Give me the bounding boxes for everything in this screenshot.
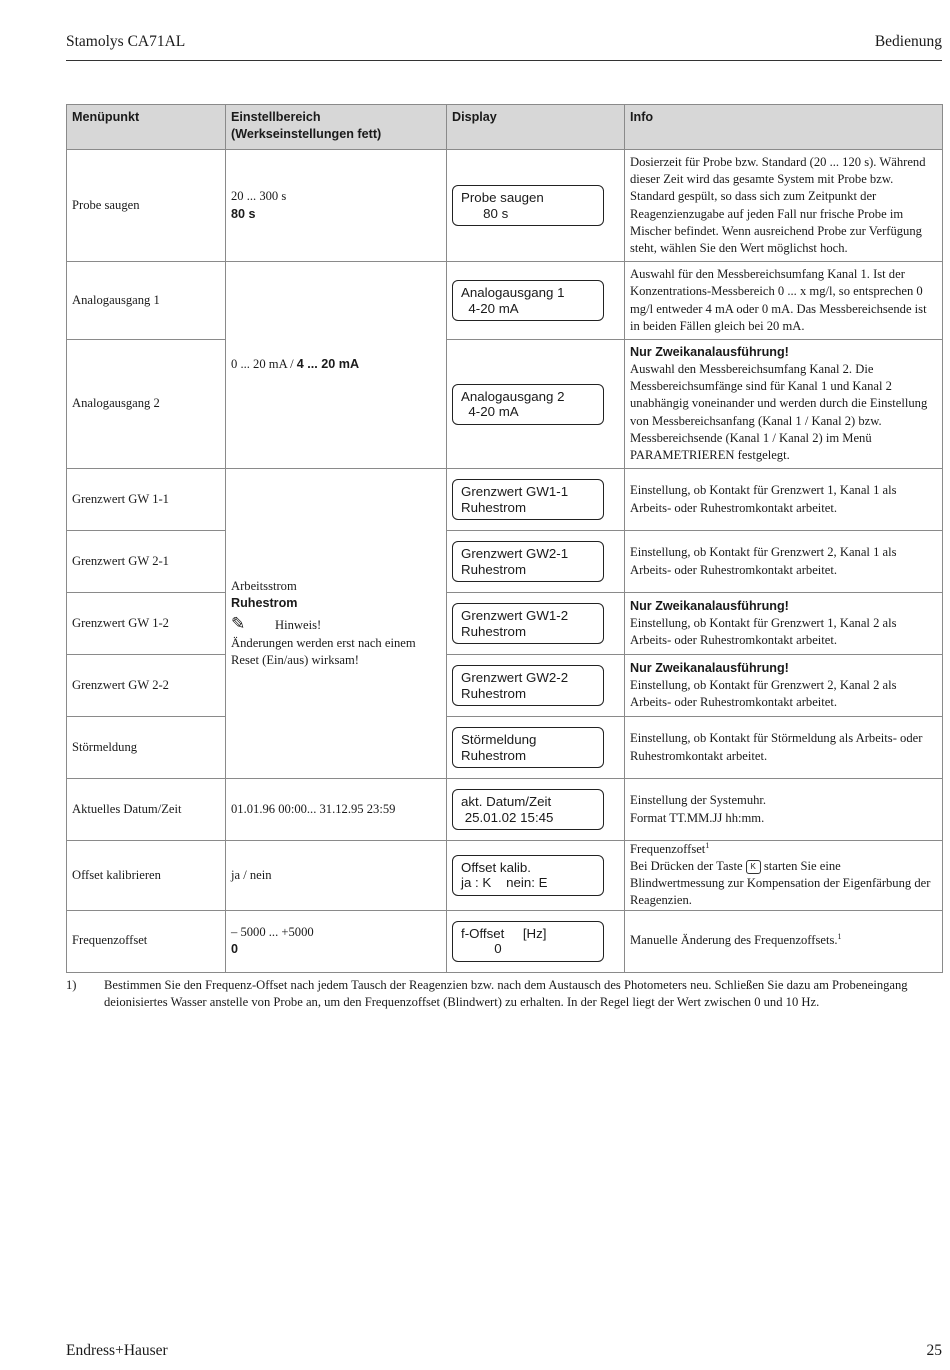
info-cell: Nur Zweikanalausführung! Einstellung, ob Kontakt für Grenzwert 1, Kanal 2 als Arbeits- oder Ruhestromkontakt arbeitet. [625,593,943,655]
footnote-text: Bestimmen Sie den Frequenz-Offset nach jedem Tausch der Reagenzien bzw. nach dem Austausch des Photometers neu. Schließen Sie dazu am Probeneingang deionisiertes Wasser anstelle von Probe an, um den Frequenzoffset (Blindwert) zu erhalten. In der Regel liegt der Wert zwischen 0 und 10 Hz. [104,978,908,1010]
menu-cell: Aktuelles Datum/Zeit [67,779,226,841]
table-row [67,779,943,841]
col-header-display: Display [447,105,625,150]
table-row [67,340,943,469]
default-value: Ruhestrom [231,595,298,610]
display-cell [447,779,625,841]
table-row [67,150,943,262]
lcd-display: Grenzwert GW2-2 Ruhestrom [452,665,604,706]
table-row [67,841,943,911]
table-row [67,717,943,779]
header-section: Bedienung [874,33,942,50]
menu-cell: Grenzwert GW 1-2 [67,593,226,655]
display-cell [447,655,625,717]
range-cell: ja / nein [226,841,447,911]
default-value: 80 s [231,206,256,221]
lcd-display: Offset kalib. ja : K nein: E [452,855,604,896]
info-warning: Nur Zweikanalausführung! [630,598,789,613]
display-cell [447,340,625,469]
footnote-number: 1) [66,978,77,992]
info-cell: Manuelle Änderung des Frequenzoffsets.$^1$ [625,910,943,972]
info-cell: Nur Zweikanalausführung! Einstellung, ob Kontakt für Grenzwert 2, Kanal 2 als Arbeits- oder Ruhestromkontakt arbeitet. [625,655,943,717]
lcd-display: Grenzwert GW1-1 Ruhestrom [452,479,604,520]
range-cell: 01.01.96 00:00... 31.12.95 23:59 [226,779,447,841]
display-cell [447,262,625,340]
table-row [67,531,943,593]
menu-cell: Probe saugen [67,150,226,262]
page-number: 25 [926,1342,942,1359]
info-warning: Nur Zweikanalausführung! [630,660,789,675]
page-header [66,30,942,61]
table-row [67,262,943,340]
table-header-row [67,105,943,150]
info-cell: Nur Zweikanalausführung! Auswahl den Messbereichsumfang Kanal 2. Die Messbereichsumfänge sind für Kanal 1 und Kanal 2 unabhängig voneinander und werden durch die Einstellung von Messbereichsanfang (Kanal 1 / Kanal 2) bzw. Messbereichsende (Kanal 1 / Kanal 2) im Menü PARAMETRIEREN festgelegt. [625,340,943,469]
display-cell [447,531,625,593]
table-row [67,469,943,531]
range-cell: 20 ... 300 s 80 s [226,150,447,262]
footnote [66,977,942,1011]
note-title: Hinweis! [275,617,322,632]
lcd-display: Grenzwert GW1-2 Ruhestrom [452,603,604,644]
col-header-menu: Menüpunkt [67,105,226,150]
display-cell [447,841,625,911]
info-cell: Einstellung, ob Kontakt für Grenzwert 2, Kanal 1 als Arbeits- oder Ruhestromkontakt arbeitet. [625,531,943,593]
display-cell [447,717,625,779]
info-cell: Frequenzoffset$^1$ Bei Drücken der Taste K starten Sie eine Blindwertmessung zur Kompensation der Eigenfärbung der Reagenzien. [625,841,943,911]
table-row [67,593,943,655]
info-cell: Dosierzeit für Probe bzw. Standard (20 ... 120 s). Während dieser Zeit wird das gesamte System mit Probe bzw. Standard gespült, so dass sich zum Zeitpunkt der Reagenzienzugabe auf jeden Fall nur frische Probe im Mischer befindet. Wenn ausreichend Probe zur Verfügung steht, wählen Sie den Wert möglichst hoch. [625,150,943,262]
lcd-display: Störmeldung Ruhestrom [452,727,604,768]
range-cell: 0 ... 20 mA / 4 ... 20 mA [226,262,447,469]
display-cell [447,469,625,531]
menu-cell: Frequenzoffset [67,910,226,972]
menu-cell: Analogausgang 2 [67,340,226,469]
page-footer [66,1342,942,1360]
menu-cell: Grenzwert GW 2-1 [67,531,226,593]
info-warning: Nur Zweikanalausführung! [630,345,789,360]
note-text: Änderungen werden erst nach einem Reset (Ein/aus) wirksam! [231,636,416,668]
display-cell [447,910,625,972]
pencil-note-icon: ✎ [231,613,246,633]
lcd-display: Analogausgang 1 4-20 mA [452,280,604,321]
table-row [67,655,943,717]
key-k-icon: K [746,860,761,874]
range-cell: Arbeitsstrom Ruhestrom ✎ Hinweis! Änderungen werden erst nach einem Reset (Ein/aus) wirksam! [226,469,447,779]
menu-cell: Offset kalibrieren [67,841,226,911]
menu-cell: Grenzwert GW 2-2 [67,655,226,717]
display-cell [447,150,625,262]
menu-table [66,104,943,973]
range-cell: – 5000 ... +5000 0 [226,910,447,972]
col-header-range: Einstellbereich (Werkseinstellungen fett) [226,105,447,150]
header-title: Stamolys CA71AL [66,33,186,50]
info-cell: Einstellung der Systemuhr. Format TT.MM.JJ hh:mm. [625,779,943,841]
footnote-ref: 1 [837,932,842,942]
lcd-display: Grenzwert GW2-1 Ruhestrom [452,541,604,582]
footnote-ref: 1 [705,840,710,850]
menu-cell: Analogausgang 1 [67,262,226,340]
default-value: 4 ... 20 mA [296,357,360,372]
display-cell [447,593,625,655]
footer-brand: Endress+Hauser [66,1342,168,1359]
default-value: 0 [231,942,239,956]
table-row [67,910,943,972]
menu-cell: Grenzwert GW 1-1 [67,469,226,531]
menu-cell: Störmeldung [67,717,226,779]
info-cell: Einstellung, ob Kontakt für Störmeldung als Arbeits- oder Ruhestromkontakt arbeitet. [625,717,943,779]
info-cell: Einstellung, ob Kontakt für Grenzwert 1, Kanal 1 als Arbeits- oder Ruhestromkontakt arbeitet. [625,469,943,531]
lcd-display: Probe saugen 80 s [452,185,604,226]
col-header-info: Info [625,105,943,150]
info-cell: Auswahl für den Messbereichsumfang Kanal 1. Ist der Konzentrations-Messbereich 0 ... x mg/l, so entsprechen 0 mg/l entweder 4 mA oder 0 mA. Das Messbereichsende ist in beiden Fällen gleich bei 20 mA. [625,262,943,340]
lcd-display: f-Offset [Hz] 0 [452,921,604,962]
lcd-display: Analogausgang 2 4-20 mA [452,384,604,425]
lcd-display: akt. Datum/Zeit 25.01.02 15:45 [452,789,604,830]
